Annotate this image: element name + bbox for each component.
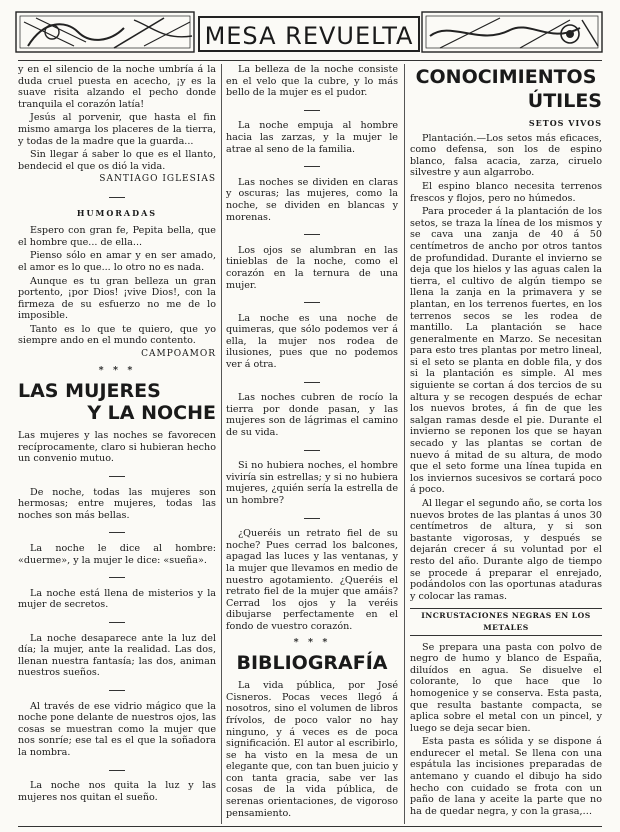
separator <box>226 443 398 455</box>
paragraph: Las mujeres y las noches se favorecen recíprocamente, claro si hubieran hecho un convenio mutuo. <box>18 430 216 465</box>
separator <box>226 103 398 115</box>
article-title: Y LA NOCHE <box>87 402 216 425</box>
paragraph: La noche nos quita la luz y las mujeres nos quitan el sueño. <box>18 780 216 803</box>
paragraph: La noche es una noche de quimeras, que sólo podemos ver á ella, la mujer nos rodea de ilusiones, pues que no podemos ver á otra. <box>226 312 398 371</box>
header-rule <box>18 60 602 61</box>
section-header <box>14 6 606 58</box>
article-title: BIBLIOGRAFÍA <box>236 652 388 675</box>
separator <box>18 469 216 481</box>
paragraph: La noche está llena de misterios y la mujer de secretos. <box>18 587 216 611</box>
paragraph: La noche le dice al hombre: «duerme», y la mujer le dice: «sueña». <box>18 543 216 566</box>
paragraph: Al través de ese vidrio mágico que la noche pone delante de nuestros ojos, las cosas se muestran como la mujer que nos sonríe; ese tal es el que la soñadora la nombra. <box>18 700 216 758</box>
article-title: LAS MUJERES <box>18 380 161 403</box>
paragraph: Si no hubiera noches, el hombre viviría sin estrellas; y si no hubiera mujeres, ¿quién sería la estrella de un hombre? <box>226 460 398 506</box>
paragraph: La noche desaparece ante la luz del día; la mujer, ante la realidad. Las dos, llenan nuestra fantasía; las dos, animan nuestros sueños. <box>18 632 216 679</box>
column-divider <box>404 64 405 824</box>
paragraph: La noche empuja al hombre hacia las zarzas, y la mujer le atrae al seno de la familia. <box>226 120 398 155</box>
separator <box>226 227 398 239</box>
paragraph: Las noches se dividen en claras y oscuras; las mujeres, como la noche, se dividen en blancas y morenas. <box>226 176 398 223</box>
section-title: MESA REVUELTA <box>204 22 414 50</box>
paragraph: Se prepara una pasta con polvo de negro de humo y blanco de España, diluídos en agua. Se disuelve el colorante, lo que hace que lo homogenice y se conserva. Esta pasta, que resulta bastante compacta, se aplica sobre el metal con un pincel, y luego se deja secar bien. <box>410 641 602 734</box>
separator <box>18 525 216 537</box>
column-divider <box>221 64 222 824</box>
separator <box>18 190 216 202</box>
left-ornament <box>14 6 198 58</box>
humorada: Pienso sólo en amar y en ser amado, el amor es lo que... lo otro no es nada. <box>18 250 216 273</box>
author-signature: SANTIAGO IGLESIAS <box>99 174 216 185</box>
article-title: ÚTILES <box>527 90 602 112</box>
section-heading-humoradas: HUMORADAS <box>76 207 158 218</box>
paragraph: De noche, todas las mujeres son hermosas; entre mujeres, todas las noches son más bellas. <box>18 486 216 521</box>
right-column <box>410 64 602 819</box>
humorada: Espero con gran fe, Pepita bella, que el hombre que... de ella... <box>18 225 216 248</box>
poem-stanza: y en el silencio de la noche umbría á la duda cruel puesta en acecho, ¡y es la suave risita alzando el pecho donde tranquila el corazón latía! <box>18 64 216 110</box>
paragraph: Al llegar el segundo año, se corta los nuevos brotes de las plantas á unos 30 centímetros de altura, y si son bastante vigorosas, y después se dejarán crecer á su voluntad por el resto del año. Durante algo de tiempo se procede á preparar el enrejado, podándolos con las oportunas ataduras y colocar las ramas. <box>410 498 602 602</box>
humorada: Tanto es lo que te quiero, que yo siempre ando en el mundo contento. <box>18 323 216 347</box>
middle-column <box>226 64 398 821</box>
paragraph: El espino blanco necesita terrenos frescos y flojos, pero no húmedos. <box>410 180 602 204</box>
stars-separator: * * * <box>98 364 136 376</box>
separator <box>18 615 216 627</box>
footer-rule <box>18 826 602 827</box>
separator <box>226 375 398 387</box>
paragraph: Plantación.—Los setos más eficaces, como defensa, son los de espino blanco, falsa acacia, zarza, ciruelo silvestre y aun algarrobo. <box>410 132 602 179</box>
paragraph: Esta pasta es sólida y se dispone á endurecer el metal. Se llena con una espátula las incisiones preparadas de antemano y cuando el dibujo ha sido hecho con cuidado se frota con un paño de lana y aceite la parte que no ha de quedar negra, y con la grasa,… <box>410 736 602 817</box>
paragraph: ¿Queréis un retrato fiel de su noche? Pues cerrad los balcones, apagad las luces y las ventanas, y la mujer que llevamos en medio de nuestro agotamiento. ¿Queréis el retrato fiel de la mujer que amáis? Cerrad los ojos y la veréis dibujarse perfectamente en el fondo de vuestro corazón. <box>226 528 398 632</box>
separator <box>226 159 398 171</box>
author-signature: CAMPOAMOR <box>141 349 216 360</box>
paragraph: Para proceder á la plantación de los setos, se traza la línea de los mismos y se cava una zanja de 40 á 50 centímetros de ancho por otros tantos de profundidad. Durante el invierno se deja que los hielos y las aguas calen la tierra, el cultivo de algún tiempo se llena la zanja en la primavera y se plantan, en los terrenos fuertes, en los terrenos secos se les rodea de mantillo. La plantación se hace generalmente en Marzo. Se necesitan para esto tres plantas por metro lineal, si el seto se planta en doble fila, y dos si la plantación es simple. Al mes siguiente se cortan á dos tercios de su altura y se recogen después de echar los nuevos brotes, á fin de que les salgan ramas desde el pie. Durante el invierno se reponen los que se hayan secado y las plantas se cortan de nuevo á mitad de su altura, de modo que el seto forme una línea tupida en los inviernos sucesivos se cortará poco á poco. <box>410 206 602 496</box>
separator <box>18 763 216 775</box>
left-column <box>18 64 216 805</box>
article-title: CONOCIMIENTOS <box>415 66 597 88</box>
separator <box>226 511 398 523</box>
paragraph: Los ojos se alumbran en las tinieblas de la noche, como el corazón en la ternura de una mujer. <box>226 244 398 291</box>
right-ornament <box>420 6 606 58</box>
stars-separator: * * * <box>293 636 331 648</box>
separator <box>226 295 398 307</box>
subsection-heading: SETOS VIVOS <box>528 118 602 128</box>
paragraph: La belleza de la noche consiste en el velo que la cubre, y lo más bello de la mujer es el pudor. <box>226 64 398 99</box>
header-title-box <box>198 16 420 52</box>
paragraph: Las noches cubren de rocío la tierra por donde pasan, y las mujeres son de lágrimas el camino de su vida. <box>226 392 398 439</box>
poem-stanza: Jesús al porvenir, que hasta el fin mismo amarga los placeres de la tierra, y todas de la madre que la guarda... <box>18 112 216 147</box>
subsection-heading: INCRUSTACIONES NEGRAS EN LOS METALES <box>410 608 602 635</box>
paragraph: La vida pública, por José Cisneros. Pocas veces llegó á nosotros, sino el volumen de libros frívolos, de poco valor no hay ninguno, y á veces es de poca significación. El autor al escribirlo, se ha visto en la mesa de un elegante que, con tan buen juicio y con tanta gracia, sabe ver las cosas de la vida pública, de serenas orientaciones, de vigoroso pensamiento. <box>226 680 398 819</box>
poem-stanza: Sin llegar á saber lo que es el llanto, bendecid el que os dió la vida. <box>18 149 216 172</box>
humorada: Aunque es tu gran belleza un gran portento, ¡por Dios! ¡vive Dios!, con la firmeza de su esfuerzo no me de lo imposible. <box>18 275 216 322</box>
separator <box>18 683 216 695</box>
separator <box>18 570 216 582</box>
